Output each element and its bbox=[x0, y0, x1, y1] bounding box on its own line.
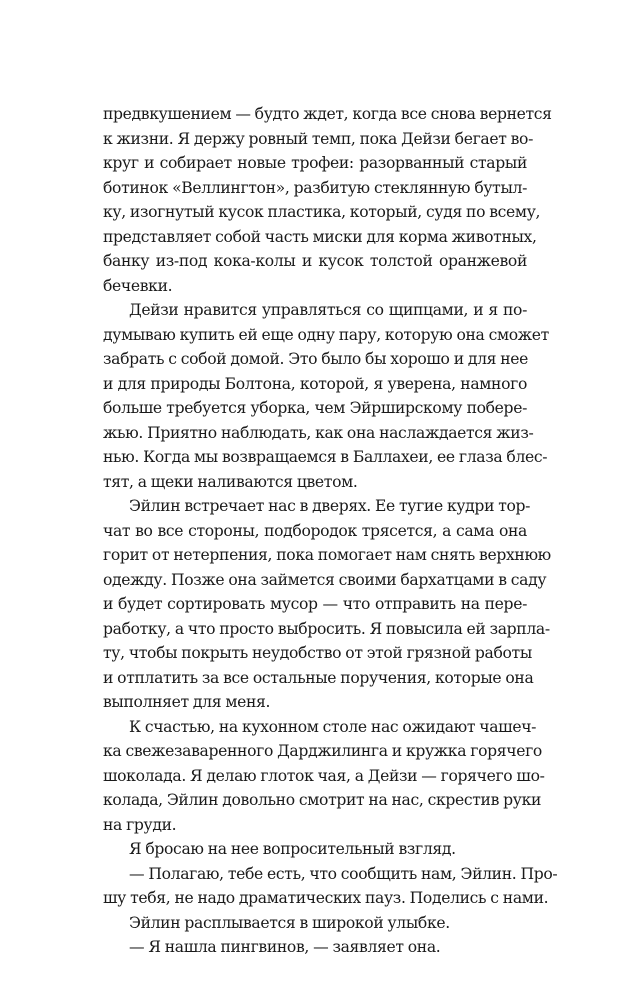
text-line: предвкушением — будто ждет, когда все снова вернется bbox=[103, 105, 552, 123]
text-line: думываю купить ей еще одну пару, которую она сможет bbox=[103, 325, 549, 344]
text-line: ботинок «Веллингтон», разбитую стеклянную бутыл- bbox=[103, 178, 527, 197]
paragraph bbox=[103, 715, 545, 838]
paragraph bbox=[103, 862, 558, 911]
text-line: одежду. Позже она займется своими бархатцами в саду bbox=[103, 570, 547, 589]
text-line: на груди. bbox=[103, 815, 177, 834]
text-line: и отплатить за все остальные поручения, которые она bbox=[103, 668, 534, 687]
text-line: ту, чтобы покрыть неудобство от этой грязной работы bbox=[103, 644, 532, 662]
text-line: — Я нашла пингвинов, — заявляет она. bbox=[129, 938, 441, 956]
text-line: жью. Приятно наблюдать, как она наслаждается жиз- bbox=[103, 423, 534, 442]
text-line: банку из-под кока-колы и кусок толстой оранжевой bbox=[103, 252, 527, 270]
text-line: ка свежезаваренного Дарджилинга и кружка горячего bbox=[103, 742, 542, 760]
text-line: шоколада. Я делаю глоток чая, а Дейзи — горячего шо- bbox=[103, 766, 545, 785]
text-line: и для природы Болтона, которой, я уверена, намного bbox=[103, 374, 527, 393]
text-line: больше требуется уборка, чем Эйрширскому побере- bbox=[103, 399, 527, 417]
text-line: Дейзи нравится управляться со щипцами, и я по- bbox=[129, 301, 527, 319]
text-line: К счастью, на кухонном столе нас ожидают чашеч- bbox=[129, 717, 537, 736]
text-line: горит от нетерпения, пока помогает нам снять верхнюю bbox=[103, 546, 551, 564]
text-line: выполняет для меня. bbox=[103, 693, 271, 711]
body-text bbox=[103, 102, 558, 960]
text-line: забрать с собой домой. Это было бы хорошо и для нее bbox=[103, 350, 529, 368]
text-line: бечевки. bbox=[103, 276, 173, 295]
text-line: Эйлин расплывается в широкой улыбке. bbox=[129, 913, 450, 932]
text-line: ку, изогнутый кусок пластика, который, судя по всему, bbox=[103, 203, 541, 221]
paragraph bbox=[103, 494, 551, 715]
paragraph bbox=[103, 102, 552, 298]
text-line: круг и собирает новые трофеи: разорванный старый bbox=[103, 154, 527, 172]
paragraph bbox=[103, 911, 527, 936]
paragraph bbox=[103, 935, 527, 960]
text-line: шу тебя, не надо драматических пауз. Поделись с нами. bbox=[103, 889, 549, 907]
paragraph bbox=[103, 298, 549, 494]
text-line: работку, а что просто выбросить. Я повысила ей зарпла- bbox=[103, 619, 550, 638]
text-line: Эйлин встречает нас в дверях. Ее тугие кудри тор- bbox=[129, 497, 531, 515]
text-line: тят, а щеки наливаются цветом. bbox=[103, 472, 358, 491]
text-line: нью. Когда мы возвращаемся в Баллахеи, ее глаза блес- bbox=[103, 448, 548, 466]
text-line: — Полагаю, тебе есть, что сообщить нам, Эйлин. Про- bbox=[129, 864, 558, 883]
text-line: и будет сортировать мусор — что отправить на пере- bbox=[103, 595, 527, 613]
paragraph bbox=[103, 837, 527, 862]
text-line: к жизни. Я держу ровный темп, пока Дейзи бегает во- bbox=[103, 129, 533, 148]
text-line: Я бросаю на нее вопросительный взгляд. bbox=[129, 840, 456, 858]
text-line: колада, Эйлин довольно смотрит на нас, скрестив руки bbox=[103, 791, 542, 809]
text-line: чат во все стороны, подбородок трясется, а сама она bbox=[103, 521, 527, 540]
text-line: представляет собой часть миски для корма животных, bbox=[103, 227, 537, 246]
